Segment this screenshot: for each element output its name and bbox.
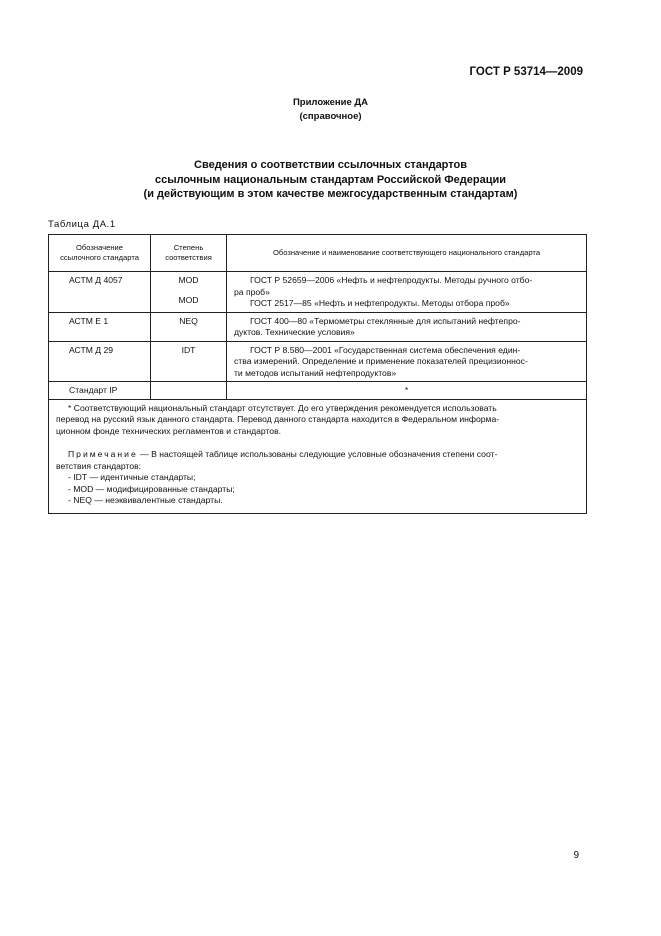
note-list-item: - NEQ — неэквивалентные стандарты. bbox=[68, 495, 223, 505]
degree-cell bbox=[151, 382, 227, 400]
degree-cell: IDT bbox=[151, 341, 227, 382]
note-line bbox=[56, 449, 576, 461]
notes-row bbox=[49, 399, 587, 513]
standard-text: ра проб» bbox=[234, 286, 270, 297]
standard-text: ти методов испытаний нефтепродуктов» bbox=[234, 367, 397, 378]
standard-text: дуктов. Технические условия» bbox=[234, 327, 355, 337]
footnote-line: перевод на русский язык данного стандарта. Перевод данного стандарта находится в Федеральном информа- bbox=[56, 414, 500, 424]
national-standard-cell bbox=[227, 272, 587, 313]
ref-standard-cell: АСТМ Д 4057 bbox=[49, 272, 151, 313]
correspondence-table bbox=[48, 234, 587, 514]
national-standard-cell bbox=[227, 312, 587, 341]
header-national-standard: Обозначение и наименование соответствующего национального стандарта bbox=[227, 235, 587, 272]
header-text: соответствия bbox=[165, 253, 212, 262]
table-row bbox=[49, 272, 587, 313]
header-degree bbox=[151, 235, 227, 272]
standard-text: ства измерений. Определение и применение показателей прецизионнос- bbox=[234, 356, 528, 366]
section-title-line: (и действующим в этом качестве межгосударственным стандартам) bbox=[143, 188, 518, 200]
table-header-row bbox=[49, 235, 587, 272]
degree-cell: NEQ bbox=[151, 312, 227, 341]
page-number: 9 bbox=[573, 850, 579, 861]
table-row bbox=[49, 341, 587, 382]
appendix-title: Приложение ДА bbox=[292, 97, 369, 108]
header-text: Обозначение bbox=[76, 242, 123, 252]
notes-cell bbox=[49, 399, 587, 513]
standard-text: ГОСТ Р 52659—2006 «Нефть и нефтепродукты. Методы ручного отбо- bbox=[250, 275, 533, 285]
table-caption: Таблица ДА.1 bbox=[48, 219, 116, 230]
section-title bbox=[0, 158, 661, 202]
note-line: ветствия стандартов: bbox=[56, 460, 142, 471]
note-text: — В настоящей таблице использованы следующие условные обозначения степени соот- bbox=[137, 449, 498, 459]
degree-cell bbox=[151, 272, 227, 313]
standard-text: ГОСТ 400—80 «Термометры стеклянные для испытаний нефтепро- bbox=[250, 315, 521, 326]
standard-text: ГОСТ Р 8.580—2001 «Государственная система обеспечения един- bbox=[250, 344, 521, 355]
appendix-subtitle: (справочное) bbox=[299, 111, 362, 122]
ref-standard-cell: Стандарт IP bbox=[49, 382, 151, 400]
degree-value: MOD bbox=[178, 294, 199, 305]
ref-standard-cell: АСТМ Д 29 bbox=[49, 341, 151, 382]
document-code: ГОСТ Р 53714—2009 bbox=[469, 66, 583, 78]
footnote-line: ционном фонде технических регламентов и стандартов. bbox=[56, 425, 282, 436]
header-text: ссылочного стандарта bbox=[60, 253, 139, 262]
note-label: Примечание bbox=[68, 449, 138, 459]
table-row bbox=[49, 382, 587, 400]
section-title-line: Сведения о соответствии ссылочных стандартов bbox=[194, 159, 467, 171]
note-list-item: - IDT — идентичные стандарты; bbox=[68, 472, 196, 482]
footnote-line: * Соответствующий национальный стандарт отсутствует. До его утверждения рекомендуется использовать bbox=[68, 402, 497, 413]
standard-text: ГОСТ 2517—85 «Нефть и нефтепродукты. Методы отбора проб» bbox=[250, 298, 510, 308]
ref-standard-cell: АСТМ Е 1 bbox=[49, 312, 151, 341]
section-title-line: ссылочным национальным стандартам Российской Федерации bbox=[154, 173, 507, 186]
national-standard-cell bbox=[227, 341, 587, 382]
header-ref-standard bbox=[49, 235, 151, 272]
header-text: Степень bbox=[173, 242, 204, 252]
national-standard-cell: * bbox=[227, 382, 587, 400]
appendix-heading bbox=[0, 96, 661, 124]
note-list-item: - MOD — модифицированные стандарты; bbox=[68, 483, 235, 494]
degree-value: MOD bbox=[178, 275, 199, 285]
table-row bbox=[49, 312, 587, 341]
